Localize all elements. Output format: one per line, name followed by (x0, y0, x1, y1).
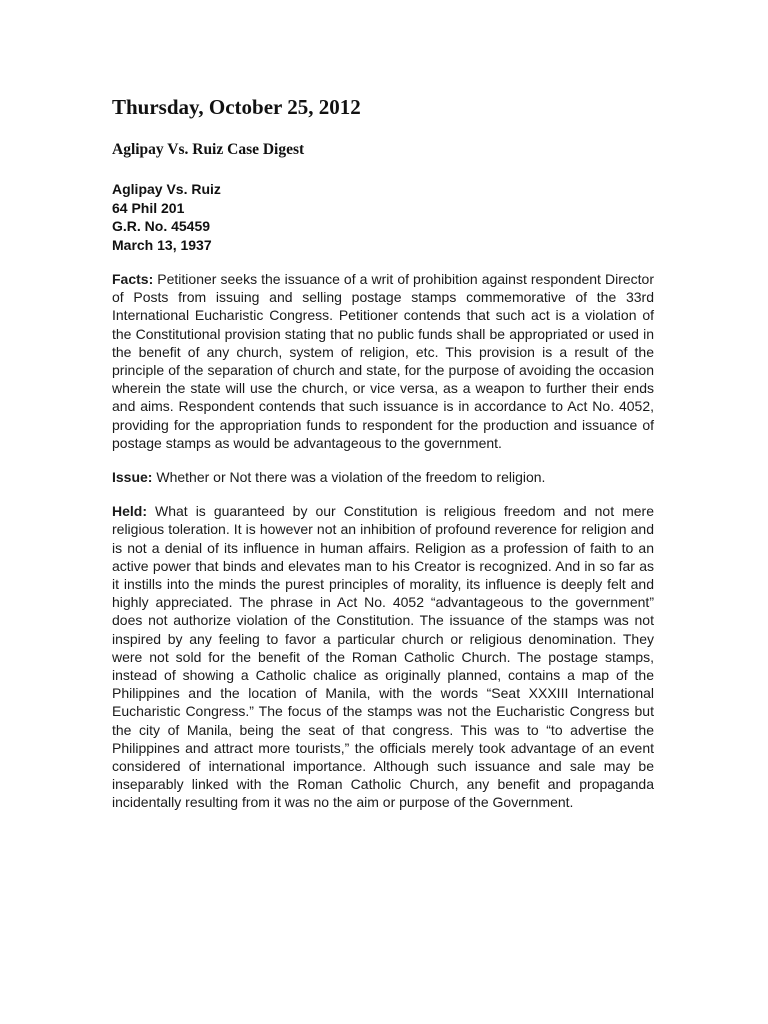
issue-section (112, 468, 654, 486)
case-citation: 64 Phil 201 (112, 199, 185, 216)
post-title: Aglipay Vs. Ruiz Case Digest (112, 141, 305, 158)
facts-section (112, 270, 654, 452)
facts-label: Facts: (112, 271, 154, 287)
post-date: Thursday, October 25, 2012 (112, 95, 361, 119)
held-section (112, 502, 654, 811)
case-header (112, 180, 654, 254)
issue-text: Whether or Not there was a violation of the freedom to religion. (156, 469, 546, 486)
facts-text: Petitioner seeks the issuance of a writ of prohibition against respondent Director of Posts from issuing and selling postage stamps commemorative of the 33rd International Eucharistic Congress. Petitioner contends that such act is a violation of the Constitutional provision stating that no public funds shall be appropriated or used in the benefit of any church, system of religion, etc. This provision is a result of the principle of the separation of church and state, for the purpose of avoiding the occasion wherein the state will use the church, or vice versa, as a weapon to further their ends and aims. Respondent contends that such issuance is in accordance to Act No. 4052, providing for the appropriation funds to respondent for the production and issuance of postage stamps as would be advantageous to the government. (112, 271, 655, 451)
case-gr-number: G.R. No. 45459 (112, 218, 211, 234)
document-page (112, 92, 654, 812)
issue-label: Issue: (112, 469, 153, 486)
held-label: Held: (112, 503, 147, 520)
case-date: March 13, 1937 (112, 236, 212, 253)
held-text: What is guaranteed by our Constitution is religious freedom and not mere religious toleration. It is however not an inhibition of profound reverence for religion and is not a denial of its influence in human affairs. Religion as a profession of faith to an active power that binds and elevates man to his Creator is recognized. And in so far as it instills into the minds the purest principles of morality, its influence is deeply felt and highly appreciated. The phrase in Act No. 4052 “advantageous to the government” does not authorize violation of the Constitution. The issuance of the stamps was not inspired by any feeling to favor a particular church or religious denomination. They were not sold for the benefit of the Roman Catholic Church. The postage stamps, instead of showing a Catholic chalice as originally planned, contains a map of the Philippines and the location of Manila, with the words “Seat XXXIII International Eucharistic Congress.” The focus of the stamps was not the Eucharistic Congress but the city of Manila, being the seat of that congress. This was to “to advertise the Philippines and attract more tourists,” the officials merely took advantage of an event considered of international importance. Although such issuance and sale may be inseparably linked with the Roman Catholic Church, any benefit and propaganda incidentally resulting from it was no the aim or purpose of the Government. (112, 503, 655, 811)
case-name: Aglipay Vs. Ruiz (112, 181, 221, 197)
